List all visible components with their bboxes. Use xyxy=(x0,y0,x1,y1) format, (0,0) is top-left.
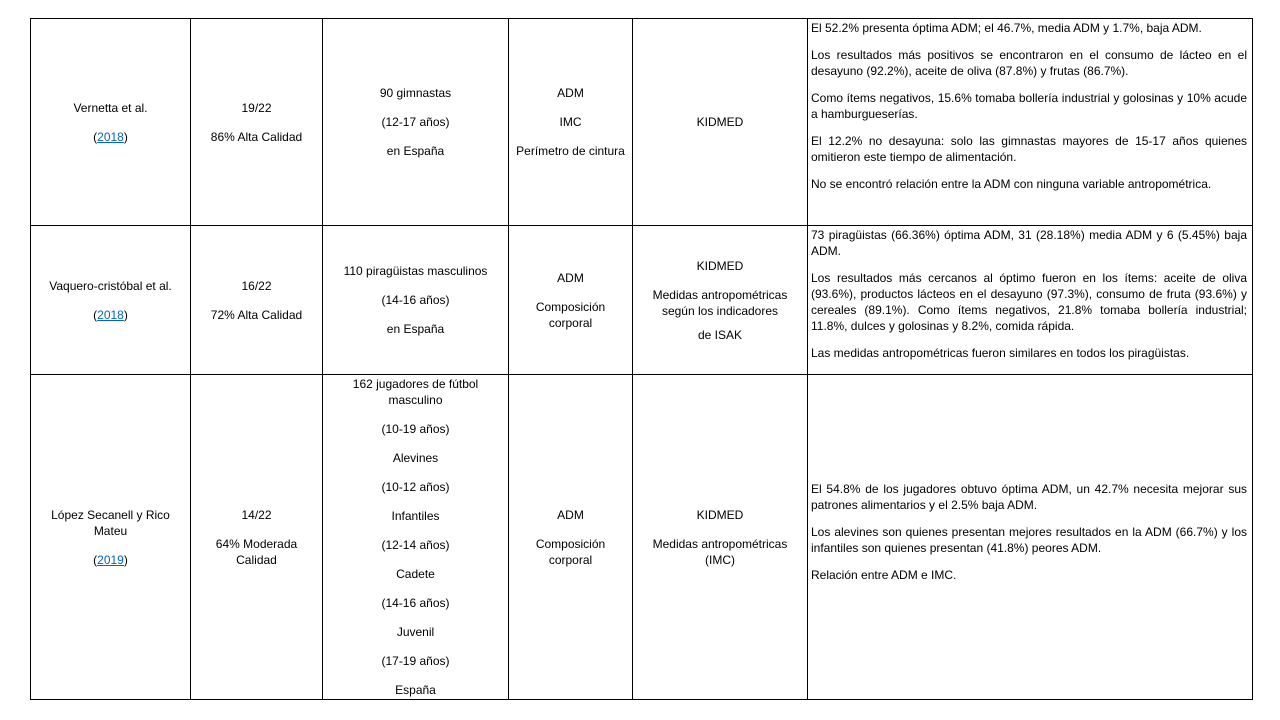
result-paragraph: Las medidas antropométricas fueron similares en todos los piragüistas. xyxy=(811,346,1190,360)
variables-cell xyxy=(509,226,633,375)
author-name: Vaquero-cristóbal et al. xyxy=(49,278,172,293)
quality-label: 64% Moderada Calidad xyxy=(215,536,298,567)
quality-cell xyxy=(191,19,323,226)
result-paragraph: Relación entre ADM e IMC. xyxy=(811,568,957,582)
table-row xyxy=(31,19,1253,226)
sample-line: (14-16 años) xyxy=(381,596,450,610)
instruments-cell xyxy=(633,19,808,226)
citation-year-link[interactable]: 2018 xyxy=(97,307,124,322)
sample-cell xyxy=(323,226,509,375)
sample-line: (12-14 años) xyxy=(381,538,450,552)
results-cell xyxy=(808,226,1253,375)
instrument-item: KIDMED xyxy=(696,507,744,522)
citation: (2019) xyxy=(93,552,128,567)
quality-cell xyxy=(191,375,323,700)
sample-line: en España xyxy=(386,322,445,336)
author-cell xyxy=(31,226,191,375)
sample-line: (14-16 años) xyxy=(381,293,450,307)
instruments-cell xyxy=(633,226,808,375)
result-paragraph: Los alevines son quienes presentan mejores resultados en la ADM (66.7%) y los infantiles son quienes presentan (41.8%) peores ADM. xyxy=(811,525,1247,555)
results-cell xyxy=(808,375,1253,700)
result-paragraph: El 12.2% no desayuna: solo las gimnastas mayores de 15-17 años quienes omitieron este tiempo de alimentación. xyxy=(811,134,1247,164)
variables-cell xyxy=(509,19,633,226)
sample-line: (10-19 años) xyxy=(381,422,450,436)
variable-item: Perímetro de cintura xyxy=(516,144,625,158)
sample-line: (10-12 años) xyxy=(381,480,450,494)
citation-year-link[interactable]: 2019 xyxy=(97,552,124,567)
sample-line: Juvenil xyxy=(396,625,435,639)
variable-item: ADM xyxy=(557,507,584,522)
result-paragraph: No se encontró relación entre la ADM con ninguna variable antropométrica. xyxy=(811,177,1212,191)
studies-table xyxy=(30,18,1253,700)
instrument-item: Medidas antropométricas (IMC) xyxy=(652,536,788,567)
result-paragraph: El 52.2% presenta óptima ADM; el 46.7%, media ADM y 1.7%, baja ADM. xyxy=(811,21,1202,35)
result-paragraph: 73 piragüistas (66.36%) óptima ADM, 31 (28.18%) media ADM y 6 (5.45%) baja ADM. xyxy=(811,228,1247,258)
author-cell xyxy=(31,375,191,700)
author-cell xyxy=(31,19,191,226)
sample-line: España xyxy=(395,683,436,697)
quality-score: 14/22 xyxy=(241,507,272,522)
instrument-item: KIDMED xyxy=(696,258,744,273)
author-name: Vernetta et al. xyxy=(73,100,148,115)
variables-cell xyxy=(509,375,633,700)
quality-label: 72% Alta Calidad xyxy=(210,307,303,322)
quality-cell xyxy=(191,226,323,375)
variable-item: Composición corporal xyxy=(535,299,606,330)
results-cell xyxy=(808,19,1253,226)
table-row xyxy=(31,226,1253,375)
quality-score: 16/22 xyxy=(241,278,272,293)
variable-item: ADM xyxy=(557,86,584,100)
sample-line: 90 gimnastas xyxy=(379,86,452,100)
sample-line: Alevines xyxy=(392,451,439,465)
sample-line: (12-17 años) xyxy=(381,115,450,129)
citation: (2018) xyxy=(93,129,128,144)
instrument-item: de ISAK xyxy=(697,327,743,342)
citation-year-link[interactable]: 2018 xyxy=(97,129,124,144)
instrument-item: Medidas antropométricas según los indicadores xyxy=(652,287,788,318)
sample-cell xyxy=(323,19,509,226)
result-paragraph: El 54.8% de los jugadores obtuvo óptima ADM, un 42.7% necesita mejorar sus patrones alimentarios y el 2.5% baja ADM. xyxy=(811,482,1247,512)
sample-line: (17-19 años) xyxy=(381,654,450,668)
instruments-cell xyxy=(633,375,808,700)
sample-cell xyxy=(323,375,509,700)
variable-item: Composición corporal xyxy=(535,536,606,567)
citation: (2018) xyxy=(93,307,128,322)
result-paragraph: Los resultados más positivos se encontraron en el consumo de lácteo en el desayuno (92.2%), aceite de oliva (87.8%) y frutas (86.7%). xyxy=(811,48,1247,78)
instrument-item: KIDMED xyxy=(696,115,744,129)
quality-label: 86% Alta Calidad xyxy=(210,129,303,144)
result-paragraph: Como ítems negativos, 15.6% tomaba bollería industrial y golosinas y 10% acude a hamburgueserías. xyxy=(811,91,1247,121)
variable-item: IMC xyxy=(559,115,582,129)
sample-line: Infantiles xyxy=(391,509,440,523)
sample-line: Cadete xyxy=(396,567,435,581)
sample-line: en España xyxy=(386,144,445,158)
variable-item: ADM xyxy=(557,270,584,285)
author-name: López Secanell y Rico Mateu xyxy=(51,507,170,538)
table-row xyxy=(31,375,1253,700)
quality-score: 19/22 xyxy=(241,100,272,115)
sample-line: 162 jugadores de fútbol masculino xyxy=(352,377,479,407)
sample-line: 110 piragüistas masculinos xyxy=(343,264,488,278)
result-paragraph: Los resultados más cercanos al óptimo fueron en los ítems: aceite de oliva (93.6%), productos lácteos en el desayuno (97.3%), consumo de fruta (93.6%) y cereales (89.1%). Como ítems negativos, 21.8% tomaba bollería industrial; 11.8%, dulces y golosinas y 8.2%, comida rápida. xyxy=(811,271,1247,333)
